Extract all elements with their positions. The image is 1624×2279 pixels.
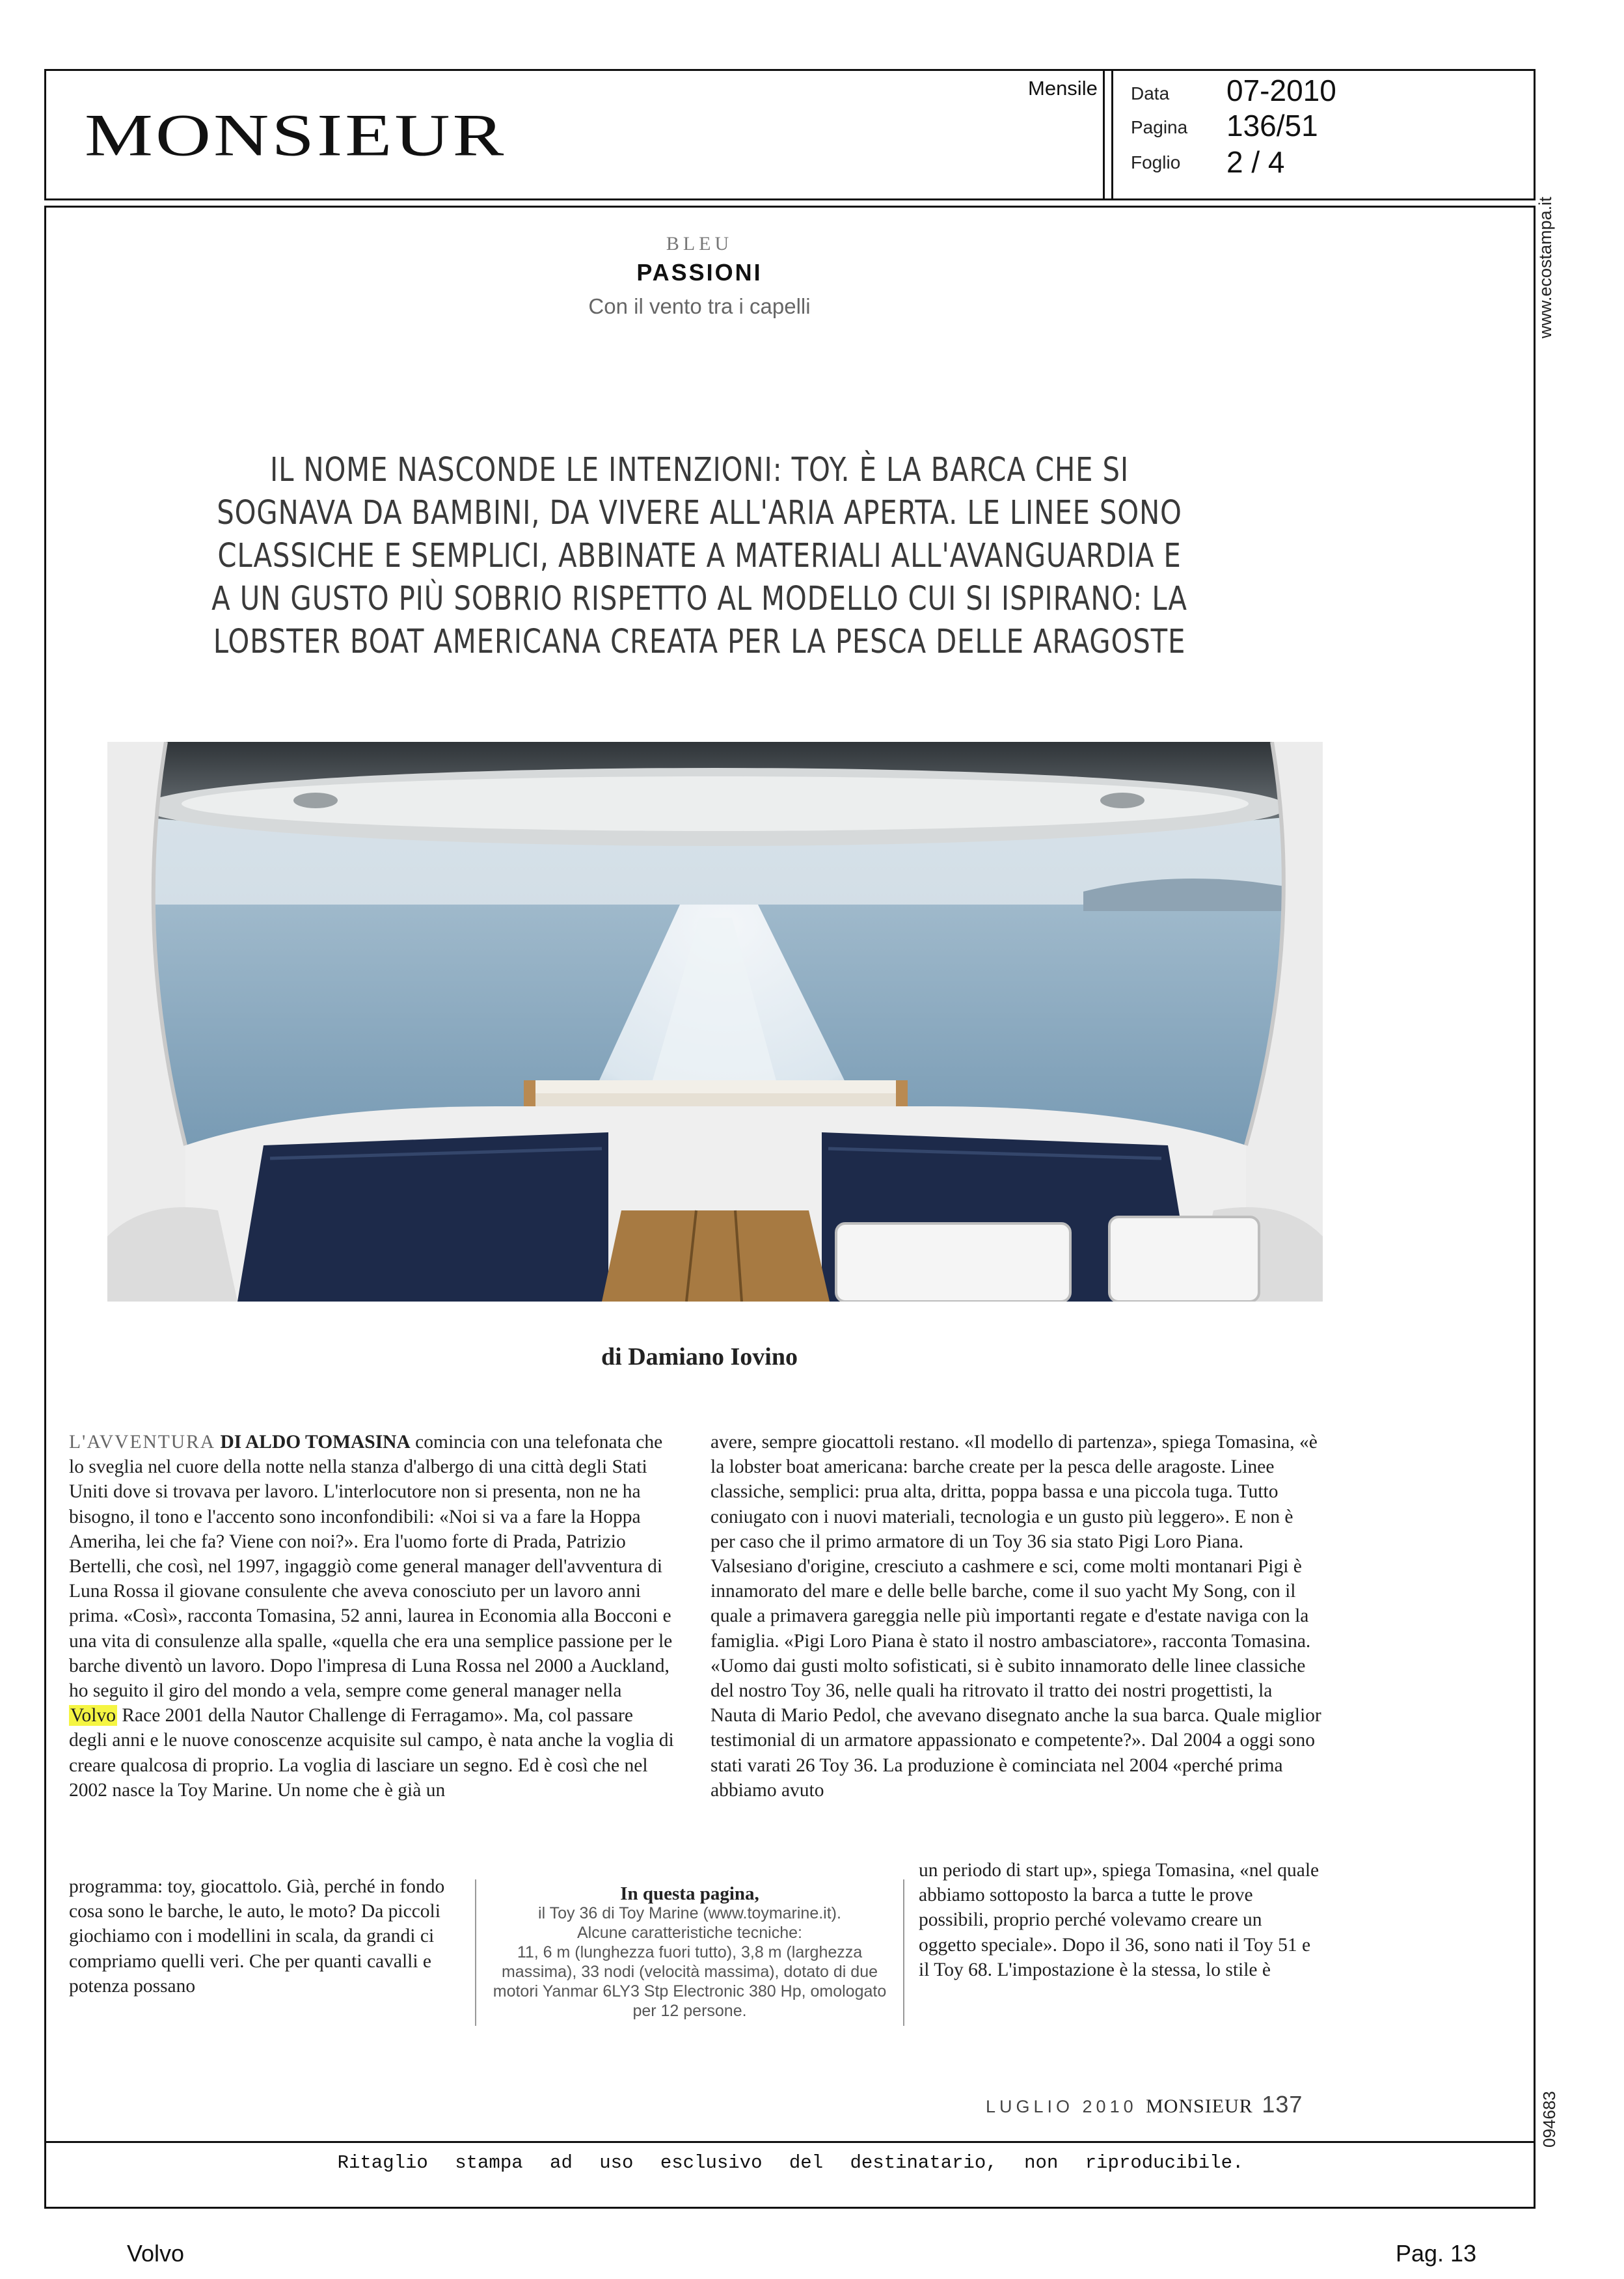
- header-divider-1: [1103, 69, 1105, 200]
- page-footer: [986, 2091, 1303, 2118]
- foglio-value: 2 / 4: [1226, 145, 1285, 179]
- pagina-value: 136/51: [1226, 109, 1318, 143]
- section-kicker: BLEU: [666, 233, 733, 254]
- magazine-logo: MONSIEUR: [85, 102, 507, 169]
- bottom-page: Pag. 13: [1396, 2240, 1477, 2267]
- caption-divider-right: [903, 1879, 904, 2026]
- footer-page-number: 137: [1262, 2091, 1303, 2118]
- data-value: 07-2010: [1226, 74, 1336, 107]
- caption-title: In questa pagina,: [620, 1883, 759, 1904]
- bottom-keyword: Volvo: [127, 2240, 185, 2267]
- article-column-2: [710, 1430, 1322, 1803]
- section-title: PASSIONI: [636, 259, 763, 286]
- article-column-2-tail: [919, 1858, 1322, 1982]
- article-column-1: [69, 1430, 674, 1803]
- frequency-label: Mensile: [1028, 77, 1098, 100]
- lead-bold: DI ALDO TOMASINA: [220, 1432, 411, 1453]
- column-1-text: comincia con una telefonata che lo sveglia nel cuore della notte nella stanza d'albergo di una città degli Stati Uniti dove si trovava per lavoro. L'interlocutore non si presenta, non ne ha bisogno, il tono e l'accento sono inconfondibili: «Noi si va a fare la Hoppa Ameriha, lei che fa? Viene con noi?». Era l'uomo forte di Prada, Patrizio Bertelli, che così, nel 1997, ingaggiò come general manager dell'avventura di Luna Rossa il giovane consulente che aveva conosciuto per un lavoro anni prima. «Così», racconta Tomasina, 52 anni, laurea in Economia alla Bocconi e una vita di consulenze alla spalle, «quella che era una semplice passione per le barche diventò un lavoro. Dopo l'impresa di Luna Rossa nel 2000 a Auckland, ho seguito il giro del mondo a vela, sempre come general manager nella: [69, 1432, 673, 1702]
- clip-note-divider: [44, 2141, 1536, 2143]
- boat-photo: [107, 742, 1323, 1302]
- caption-line-1: il Toy 36 di Toy Marine (www.toymarine.it).: [538, 1904, 841, 1922]
- caption-line-2: Alcune caratteristiche tecniche:: [576, 1924, 802, 1942]
- boat-cockpit-illustration: [107, 742, 1323, 1302]
- article-lede: IL NOME NASCONDE LE INTENZIONI: TOY. È LA BARCA CHE SI SOGNAVA DA BAMBINI, DA VIVERE ALL'ARIA APERTA. LE LINEE SONO CLASSICHE E SEMPLICI, ABBINATE A MATERIALI ALL'AVANGUARDIA E A UN GUSTO PIÙ SOBRIO RISPETTO AL MODELLO CUI SI ISPIRANO: LA LOBSTER BOAT AMERICANA CREATA PER LA PESCA DELLE ARAGOSTE: [211, 451, 1187, 661]
- clipping-note: Ritaglio stampa ad uso esclusivo del destinatario, non riproducibile.: [337, 2152, 1244, 2174]
- footer-magazine: MONSIEUR: [1146, 2095, 1253, 2117]
- photo-caption: [481, 1884, 898, 2021]
- foglio-label: Foglio: [1131, 152, 1181, 172]
- pagina-label: Pagina: [1131, 117, 1188, 137]
- column-1-text-continued: Race 2001 della Nautor Challenge di Ferragamo». Ma, col passare degli anni e le nuove conoscenze acquisite sul campo, è nata anche la voglia di creare qualcosa di proprio. La voglia di lasciare un segno. Ed è così che nel 2002 nasce la Toy Marine. Un nome che è già un: [69, 1705, 674, 1801]
- caption-line-3: 11, 6 m (lunghezza fuori tutto), 3,8 m (larghezza massima), 33 nodi (velocità massima), dotato di due motori Yanmar 6LY3 Stp Electronic 380 Hp, omologato per 12 persone.: [493, 1943, 887, 2020]
- lead-caps: L'AVVENTURA: [69, 1432, 216, 1453]
- column-2-text: avere, sempre giocattoli restano. «Il modello di partenza», spiega Tomasina, «è la lobster boat americana: barche create per la pesca delle aragoste. Linee classiche, semplici: prua alta, dritta, poppa bassa e una piccola tuga. Tutto coniugato con i nuovi materiali, tecnologia e un gusto più leggero». E non è per caso che il primo armatore di un Toy 36 sia stato Pigi Loro Piana. Valsesiano d'origine, cresciuto a cashmere e sci, come molti montanari Pigi è innamorato del mare e delle belle barche, come il suo yacht My Song, con il quale a primavera gareggia nelle più importanti regate e d'estate naviga con la famiglia. «Pigi Loro Piana è stato il nostro ambasciatore», racconta Tomasina. «Uomo dai gusti molto sofisticati, si è subito innamorato delle linee classiche del nostro Toy 36, nelle quali ha ritrovato il tratto dei nostri progettisti, la Nauta di Mario Pedol, che avevano disegnato anche la sua barca. Quale miglior testimonial di un armatore appassionato e competente?». Dal 2004 a oggi sono stati varati 26 Toy 36. La produzione è cominciata nel 2004 «perché prima abbiamo avuto: [710, 1432, 1321, 1801]
- header-divider-2: [1111, 69, 1113, 200]
- footer-month: LUGLIO 2010: [986, 2097, 1137, 2116]
- highlighted-keyword: Volvo: [70, 1705, 116, 1726]
- section-subtitle: Con il vento tra i capelli: [588, 294, 811, 318]
- article-column-1-tail: [69, 1874, 472, 1999]
- column-2-tail-text: un periodo di start up», spiega Tomasina, «nel quale abbiamo sottoposto la barca a tutte le prove possibili, proprio perché volevamo creare un oggetto speciale». Dopo il 36, sono nati il Toy 51 e il Toy 68. L'impostazione è la stessa, lo stile è: [919, 1860, 1320, 1980]
- side-url: www.ecostampa.it: [1536, 197, 1555, 338]
- side-code: 094683: [1539, 2091, 1559, 2148]
- caption-divider-left: [475, 1879, 476, 2026]
- column-1-tail-text: programma: toy, giocattolo. Già, perché in fondo cosa sono le barche, le auto, le moto? Da piccoli giochiamo con i modellini in scala, da grandi ci compriamo quelli veri. Che per quanti cavalli e potenza possano: [69, 1876, 445, 1997]
- data-label: Data: [1131, 83, 1170, 103]
- column-1-paragraph: [69, 1430, 674, 1803]
- byline: di Damiano Iovino: [601, 1343, 798, 1371]
